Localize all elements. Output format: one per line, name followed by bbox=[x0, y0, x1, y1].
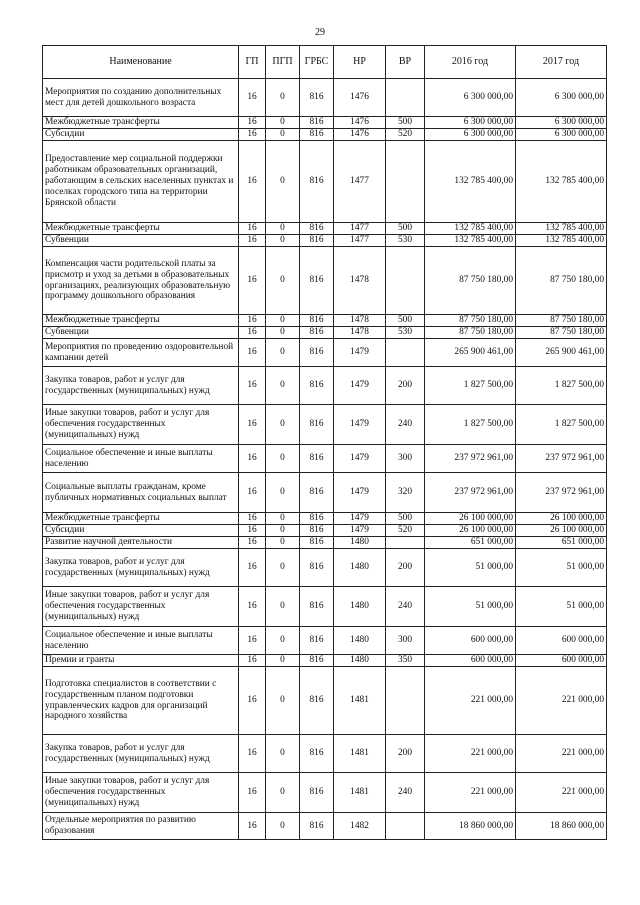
cell-2017: 6 300 000,00 bbox=[516, 117, 607, 129]
cell-name: Подготовка специалистов в соответствии с государственным планом подготовки управленческих кадров для организаций народного хозяйства bbox=[43, 667, 239, 735]
cell-gp: 16 bbox=[239, 587, 266, 627]
cell-2017: 51 000,00 bbox=[516, 587, 607, 627]
cell-2016: 132 785 400,00 bbox=[425, 223, 516, 235]
cell-gp: 16 bbox=[239, 315, 266, 327]
cell-nr: 1478 bbox=[334, 247, 386, 315]
cell-grbs: 816 bbox=[300, 141, 334, 223]
cell-pgp: 0 bbox=[266, 525, 300, 537]
cell-gp: 16 bbox=[239, 247, 266, 315]
cell-name: Субвенции bbox=[43, 327, 239, 339]
cell-pgp: 0 bbox=[266, 537, 300, 549]
cell-2017: 237 972 961,00 bbox=[516, 445, 607, 473]
cell-pgp: 0 bbox=[266, 339, 300, 367]
table-row bbox=[43, 525, 607, 537]
cell-nr: 1479 bbox=[334, 513, 386, 525]
table-row bbox=[43, 129, 607, 141]
cell-2017: 132 785 400,00 bbox=[516, 141, 607, 223]
cell-2016: 237 972 961,00 bbox=[425, 445, 516, 473]
cell-2016: 600 000,00 bbox=[425, 627, 516, 655]
cell-grbs: 816 bbox=[300, 773, 334, 813]
cell-vr: 300 bbox=[386, 445, 425, 473]
cell-2016: 221 000,00 bbox=[425, 667, 516, 735]
cell-pgp: 0 bbox=[266, 223, 300, 235]
cell-name: Межбюджетные трансферты bbox=[43, 315, 239, 327]
cell-gp: 16 bbox=[239, 513, 266, 525]
cell-grbs: 816 bbox=[300, 549, 334, 587]
table-row bbox=[43, 405, 607, 445]
cell-name: Межбюджетные трансферты bbox=[43, 117, 239, 129]
table-row bbox=[43, 549, 607, 587]
cell-name: Отдельные мероприятия по развитию образования bbox=[43, 813, 239, 840]
budget-table bbox=[42, 45, 607, 840]
cell-2016: 26 100 000,00 bbox=[425, 525, 516, 537]
cell-gp: 16 bbox=[239, 141, 266, 223]
cell-vr bbox=[386, 79, 425, 117]
cell-name: Субсидии bbox=[43, 129, 239, 141]
cell-gp: 16 bbox=[239, 405, 266, 445]
cell-nr: 1482 bbox=[334, 813, 386, 840]
cell-nr: 1479 bbox=[334, 405, 386, 445]
cell-grbs: 816 bbox=[300, 235, 334, 247]
table-row bbox=[43, 141, 607, 223]
cell-nr: 1478 bbox=[334, 327, 386, 339]
cell-vr: 200 bbox=[386, 367, 425, 405]
cell-2017: 221 000,00 bbox=[516, 667, 607, 735]
cell-pgp: 0 bbox=[266, 735, 300, 773]
cell-nr: 1481 bbox=[334, 735, 386, 773]
cell-2016: 51 000,00 bbox=[425, 549, 516, 587]
cell-nr: 1479 bbox=[334, 473, 386, 513]
cell-2016: 1 827 500,00 bbox=[425, 367, 516, 405]
cell-name: Мероприятия по проведению оздоровительной кампании детей bbox=[43, 339, 239, 367]
cell-nr: 1477 bbox=[334, 223, 386, 235]
cell-grbs: 816 bbox=[300, 735, 334, 773]
cell-2016: 265 900 461,00 bbox=[425, 339, 516, 367]
cell-2017: 26 100 000,00 bbox=[516, 513, 607, 525]
table-body bbox=[43, 79, 607, 840]
table-row bbox=[43, 627, 607, 655]
table-row bbox=[43, 223, 607, 235]
header-grbs: ГРБС bbox=[300, 46, 334, 79]
cell-name: Межбюджетные трансферты bbox=[43, 223, 239, 235]
cell-vr: 200 bbox=[386, 735, 425, 773]
cell-vr bbox=[386, 667, 425, 735]
cell-name: Компенсация части родительской платы за присмотр и уход за детьми в образовательных организациях, реализующих образовательную программу дошкольного образования bbox=[43, 247, 239, 315]
cell-grbs: 816 bbox=[300, 813, 334, 840]
table-row bbox=[43, 735, 607, 773]
cell-2016: 237 972 961,00 bbox=[425, 473, 516, 513]
table-row bbox=[43, 473, 607, 513]
cell-grbs: 816 bbox=[300, 513, 334, 525]
cell-gp: 16 bbox=[239, 129, 266, 141]
header-vr: ВР bbox=[386, 46, 425, 79]
cell-name: Иные закупки товаров, работ и услуг для обеспечения государственных (муниципальных) нужд bbox=[43, 405, 239, 445]
cell-2016: 1 827 500,00 bbox=[425, 405, 516, 445]
cell-nr: 1476 bbox=[334, 117, 386, 129]
cell-2016: 132 785 400,00 bbox=[425, 141, 516, 223]
cell-name: Социальные выплаты гражданам, кроме публичных нормативных социальных выплат bbox=[43, 473, 239, 513]
cell-gp: 16 bbox=[239, 773, 266, 813]
cell-2017: 87 750 180,00 bbox=[516, 315, 607, 327]
cell-2016: 600 000,00 bbox=[425, 655, 516, 667]
table-row bbox=[43, 367, 607, 405]
cell-name: Мероприятия по созданию дополнительных мест для детей дошкольного возраста bbox=[43, 79, 239, 117]
cell-gp: 16 bbox=[239, 473, 266, 513]
cell-2017: 6 300 000,00 bbox=[516, 79, 607, 117]
cell-gp: 16 bbox=[239, 655, 266, 667]
table-row bbox=[43, 655, 607, 667]
cell-pgp: 0 bbox=[266, 667, 300, 735]
cell-grbs: 816 bbox=[300, 473, 334, 513]
cell-vr: 240 bbox=[386, 773, 425, 813]
cell-nr: 1478 bbox=[334, 315, 386, 327]
cell-nr: 1481 bbox=[334, 773, 386, 813]
cell-grbs: 816 bbox=[300, 223, 334, 235]
header-2016: 2016 год bbox=[425, 46, 516, 79]
header-gp: ГП bbox=[239, 46, 266, 79]
cell-vr: 500 bbox=[386, 223, 425, 235]
cell-grbs: 816 bbox=[300, 129, 334, 141]
cell-pgp: 0 bbox=[266, 587, 300, 627]
cell-2017: 87 750 180,00 bbox=[516, 327, 607, 339]
cell-nr: 1481 bbox=[334, 667, 386, 735]
cell-2016: 87 750 180,00 bbox=[425, 247, 516, 315]
cell-vr: 320 bbox=[386, 473, 425, 513]
cell-vr: 350 bbox=[386, 655, 425, 667]
header-pgp: ПГП bbox=[266, 46, 300, 79]
cell-gp: 16 bbox=[239, 367, 266, 405]
cell-gp: 16 bbox=[239, 117, 266, 129]
cell-grbs: 816 bbox=[300, 627, 334, 655]
cell-2017: 87 750 180,00 bbox=[516, 247, 607, 315]
cell-nr: 1477 bbox=[334, 141, 386, 223]
cell-nr: 1480 bbox=[334, 537, 386, 549]
cell-grbs: 816 bbox=[300, 327, 334, 339]
table-row bbox=[43, 79, 607, 117]
cell-2017: 26 100 000,00 bbox=[516, 525, 607, 537]
cell-pgp: 0 bbox=[266, 141, 300, 223]
cell-pgp: 0 bbox=[266, 405, 300, 445]
cell-2017: 6 300 000,00 bbox=[516, 129, 607, 141]
cell-2016: 51 000,00 bbox=[425, 587, 516, 627]
cell-vr: 240 bbox=[386, 587, 425, 627]
cell-pgp: 0 bbox=[266, 627, 300, 655]
cell-grbs: 816 bbox=[300, 117, 334, 129]
cell-name: Иные закупки товаров, работ и услуг для обеспечения государственных (муниципальных) нужд bbox=[43, 773, 239, 813]
table-row bbox=[43, 537, 607, 549]
cell-pgp: 0 bbox=[266, 473, 300, 513]
cell-2016: 6 300 000,00 bbox=[425, 79, 516, 117]
cell-nr: 1480 bbox=[334, 627, 386, 655]
cell-gp: 16 bbox=[239, 735, 266, 773]
table-row bbox=[43, 117, 607, 129]
header-row bbox=[43, 46, 607, 79]
cell-pgp: 0 bbox=[266, 327, 300, 339]
cell-name: Развитие научной деятельности bbox=[43, 537, 239, 549]
cell-grbs: 816 bbox=[300, 667, 334, 735]
cell-2017: 18 860 000,00 bbox=[516, 813, 607, 840]
cell-nr: 1476 bbox=[334, 129, 386, 141]
cell-vr bbox=[386, 141, 425, 223]
table-row bbox=[43, 813, 607, 840]
table-row bbox=[43, 587, 607, 627]
cell-grbs: 816 bbox=[300, 655, 334, 667]
cell-pgp: 0 bbox=[266, 513, 300, 525]
table-row bbox=[43, 513, 607, 525]
cell-2017: 221 000,00 bbox=[516, 773, 607, 813]
table-row bbox=[43, 445, 607, 473]
cell-name: Закупка товаров, работ и услуг для государственных (муниципальных) нужд bbox=[43, 549, 239, 587]
cell-pgp: 0 bbox=[266, 79, 300, 117]
cell-vr: 530 bbox=[386, 235, 425, 247]
cell-2016: 651 000,00 bbox=[425, 537, 516, 549]
cell-2017: 221 000,00 bbox=[516, 735, 607, 773]
cell-pgp: 0 bbox=[266, 549, 300, 587]
cell-2017: 600 000,00 bbox=[516, 627, 607, 655]
cell-grbs: 816 bbox=[300, 339, 334, 367]
cell-nr: 1479 bbox=[334, 525, 386, 537]
cell-name: Закупка товаров, работ и услуг для государственных (муниципальных) нужд bbox=[43, 735, 239, 773]
cell-grbs: 816 bbox=[300, 315, 334, 327]
cell-nr: 1477 bbox=[334, 235, 386, 247]
cell-pgp: 0 bbox=[266, 235, 300, 247]
cell-gp: 16 bbox=[239, 667, 266, 735]
cell-pgp: 0 bbox=[266, 247, 300, 315]
cell-name: Премии и гранты bbox=[43, 655, 239, 667]
cell-gp: 16 bbox=[239, 549, 266, 587]
cell-2017: 132 785 400,00 bbox=[516, 223, 607, 235]
cell-name: Субсидии bbox=[43, 525, 239, 537]
cell-2016: 132 785 400,00 bbox=[425, 235, 516, 247]
table-row bbox=[43, 315, 607, 327]
cell-pgp: 0 bbox=[266, 117, 300, 129]
cell-gp: 16 bbox=[239, 627, 266, 655]
table-row bbox=[43, 327, 607, 339]
cell-nr: 1479 bbox=[334, 367, 386, 405]
cell-2017: 132 785 400,00 bbox=[516, 235, 607, 247]
cell-name: Межбюджетные трансферты bbox=[43, 513, 239, 525]
header-name: Наименование bbox=[43, 46, 239, 79]
cell-grbs: 816 bbox=[300, 587, 334, 627]
table-row bbox=[43, 235, 607, 247]
cell-2016: 87 750 180,00 bbox=[425, 315, 516, 327]
header-2017: 2017 год bbox=[516, 46, 607, 79]
cell-nr: 1479 bbox=[334, 445, 386, 473]
cell-grbs: 816 bbox=[300, 247, 334, 315]
cell-2017: 600 000,00 bbox=[516, 655, 607, 667]
cell-gp: 16 bbox=[239, 79, 266, 117]
cell-vr: 520 bbox=[386, 525, 425, 537]
cell-2017: 237 972 961,00 bbox=[516, 473, 607, 513]
table-row bbox=[43, 667, 607, 735]
cell-vr: 530 bbox=[386, 327, 425, 339]
cell-vr: 300 bbox=[386, 627, 425, 655]
cell-vr: 500 bbox=[386, 513, 425, 525]
cell-gp: 16 bbox=[239, 235, 266, 247]
cell-2016: 87 750 180,00 bbox=[425, 327, 516, 339]
cell-gp: 16 bbox=[239, 327, 266, 339]
cell-nr: 1480 bbox=[334, 655, 386, 667]
cell-2017: 1 827 500,00 bbox=[516, 405, 607, 445]
cell-pgp: 0 bbox=[266, 367, 300, 405]
cell-nr: 1479 bbox=[334, 339, 386, 367]
cell-vr bbox=[386, 247, 425, 315]
table-row bbox=[43, 247, 607, 315]
cell-name: Субвенции bbox=[43, 235, 239, 247]
cell-nr: 1480 bbox=[334, 549, 386, 587]
cell-nr: 1476 bbox=[334, 79, 386, 117]
cell-vr bbox=[386, 339, 425, 367]
cell-name: Закупка товаров, работ и услуг для государственных (муниципальных) нужд bbox=[43, 367, 239, 405]
cell-name: Социальное обеспечение и иные выплаты населению bbox=[43, 627, 239, 655]
cell-pgp: 0 bbox=[266, 315, 300, 327]
cell-pgp: 0 bbox=[266, 813, 300, 840]
cell-pgp: 0 bbox=[266, 129, 300, 141]
cell-vr: 500 bbox=[386, 117, 425, 129]
cell-2016: 26 100 000,00 bbox=[425, 513, 516, 525]
cell-nr: 1480 bbox=[334, 587, 386, 627]
cell-2016: 6 300 000,00 bbox=[425, 129, 516, 141]
cell-gp: 16 bbox=[239, 223, 266, 235]
cell-grbs: 816 bbox=[300, 367, 334, 405]
cell-gp: 16 bbox=[239, 813, 266, 840]
cell-vr bbox=[386, 813, 425, 840]
cell-2016: 221 000,00 bbox=[425, 773, 516, 813]
cell-2016: 18 860 000,00 bbox=[425, 813, 516, 840]
cell-pgp: 0 bbox=[266, 773, 300, 813]
cell-vr: 520 bbox=[386, 129, 425, 141]
cell-gp: 16 bbox=[239, 339, 266, 367]
cell-2017: 1 827 500,00 bbox=[516, 367, 607, 405]
cell-pgp: 0 bbox=[266, 655, 300, 667]
cell-vr: 240 bbox=[386, 405, 425, 445]
cell-2016: 221 000,00 bbox=[425, 735, 516, 773]
cell-vr: 200 bbox=[386, 549, 425, 587]
cell-vr bbox=[386, 537, 425, 549]
header-nr: НР bbox=[334, 46, 386, 79]
cell-pgp: 0 bbox=[266, 445, 300, 473]
cell-name: Социальное обеспечение и иные выплаты населению bbox=[43, 445, 239, 473]
cell-gp: 16 bbox=[239, 537, 266, 549]
cell-grbs: 816 bbox=[300, 445, 334, 473]
cell-2017: 265 900 461,00 bbox=[516, 339, 607, 367]
cell-vr: 500 bbox=[386, 315, 425, 327]
cell-2017: 651 000,00 bbox=[516, 537, 607, 549]
page-number: 29 bbox=[315, 27, 325, 38]
cell-grbs: 816 bbox=[300, 525, 334, 537]
cell-name: Предоставление мер социальной поддержки работникам образовательных организаций, работающим в сельских населенных пунктах и поселках городского типа на территории Брянской области bbox=[43, 141, 239, 223]
cell-gp: 16 bbox=[239, 525, 266, 537]
cell-gp: 16 bbox=[239, 445, 266, 473]
table-row bbox=[43, 339, 607, 367]
cell-grbs: 816 bbox=[300, 537, 334, 549]
cell-2017: 51 000,00 bbox=[516, 549, 607, 587]
cell-grbs: 816 bbox=[300, 405, 334, 445]
cell-2016: 6 300 000,00 bbox=[425, 117, 516, 129]
table-row bbox=[43, 773, 607, 813]
cell-name: Иные закупки товаров, работ и услуг для обеспечения государственных (муниципальных) нужд bbox=[43, 587, 239, 627]
cell-grbs: 816 bbox=[300, 79, 334, 117]
